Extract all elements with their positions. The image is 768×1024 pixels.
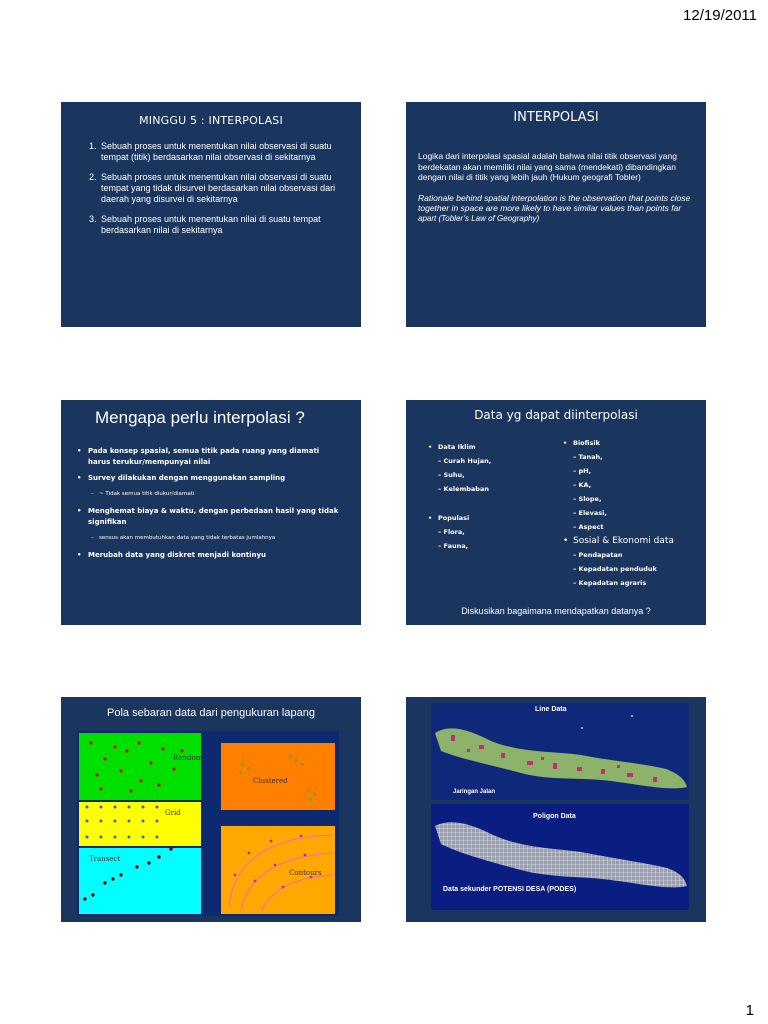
transect-label: Transect [89, 855, 121, 863]
small-islands [581, 715, 633, 729]
list-item: – KA, [563, 478, 674, 492]
list-item: – Elevasi, [563, 506, 674, 520]
contours-label: Contours [289, 869, 322, 877]
sampling-patterns-figure [61, 697, 361, 922]
list-item: • Pada konsep spasial, semua titik pada ruang yang diamati harus terukur/mempunyai nilai [77, 447, 320, 466]
page-number: 1 [745, 1002, 754, 1019]
list-subitem: – ~ Tidak semua titik diukur/diamati [91, 491, 195, 497]
paragraph-tobler: apart (Tobler’s Law of Geography) [418, 213, 540, 223]
list-item: – Pendapatan [563, 548, 674, 562]
polygon-data-map [431, 804, 689, 910]
slide-title: Mengapa perlu interpolasi ? [95, 408, 305, 427]
paragraph-english: Rationale behind spatial interpolation is the observation that points close together in space are more likely to have similar values than points far [418, 192, 691, 213]
slide-pola-sebaran [61, 697, 361, 922]
list-item: – Curah Hujan, [428, 454, 491, 468]
jaringan-jalan-label: Jaringan Jalan [453, 789, 496, 795]
random-label: Random [173, 754, 203, 762]
slide-interpolasi [406, 102, 706, 327]
list-item: – Flora, [428, 525, 469, 539]
slide-title: MINGGU 5 : INTERPOLASI [139, 114, 283, 127]
list-item: – Suhu, [428, 468, 491, 482]
definition-list [61, 127, 361, 236]
column-populasi: • Populasi – Flora, – Fauna, [428, 511, 469, 553]
list-item: 1. Sebuah proses untuk menentukan nilai observasi di suatu tempat (titik) berdasarkan nilai observasi di sekitarnya [89, 141, 332, 162]
line-data-label: Line Data [535, 706, 567, 713]
list-item: – Fauna, [428, 539, 469, 553]
slide-mengapa-interpolasi [61, 400, 361, 625]
slide-title: INTERPOLASI [513, 110, 599, 125]
list-item: – Aspect [563, 520, 674, 534]
clustered-label: Clustered [253, 777, 288, 785]
slide-data-interpolasi [406, 400, 706, 625]
list-item: • Merubah data yang diskret menjadi kontinyu [77, 551, 267, 559]
slide-map-data [406, 697, 706, 922]
list-item: 2. Sebuah proses untuk menentukan nilai observasi di suatu tempat yang tidak disurvei berdasarkan nilai observasi dari daerah yang disurvei di sekitarnya [89, 172, 336, 204]
slide-title: Data yg dapat diinterpolasi [474, 408, 638, 422]
reason-list [61, 428, 361, 561]
poligon-data-label: Poligon Data [533, 813, 576, 820]
page-date: 12/19/2011 [683, 7, 757, 24]
list-item: • Menghemat biaya & waktu, dengan perbedaan hasil yang tidak signifikan [77, 507, 339, 526]
java-road-network-map [431, 703, 689, 800]
list-item: – Kelembaban [428, 482, 491, 496]
java-island-landmass [435, 728, 687, 788]
list-item: – Kepadatan agraris [563, 576, 674, 590]
list-item: 3. Sebuah proses untuk menentukan nilai di suatu tempat berdasarkan nilai di sekitarnya [89, 214, 321, 235]
grid-label: Grid [165, 809, 181, 817]
list-item: – Slope, [563, 492, 674, 506]
discussion-prompt: Diskusikan bagaimana mendapatkan datanya ? [461, 606, 651, 616]
paragraph-indonesian: Logika dari interpolasi spasial adalah bahwa nilai titik observasi yang berdekatan akan memiliki nilai yang sama (mendekati) dibandingkan dengan nilai di titik yang lebih jauh (Hukum geografi Tobler) [418, 151, 677, 182]
slide-title: Pola sebaran data dari pengukuran lapang [107, 707, 315, 719]
list-item: – Kepadatan penduduk [563, 562, 674, 576]
line-data-map [431, 703, 689, 800]
grid-panel [79, 802, 201, 846]
slide-minggu-5 [61, 102, 361, 327]
list-item: • Survey dilakukan dengan menggunakan sampling [77, 474, 286, 482]
list-item: – Tanah, [563, 450, 674, 464]
list-item: – pH, [563, 464, 674, 478]
column-iklim: • Data Iklim – Curah Hujan, – Suhu, – Kelembaban [428, 440, 491, 496]
village-polygons [435, 822, 687, 887]
list-subitem: – sensus akan membutuhkan data yang tidak terbatas jumlahnya [91, 535, 276, 541]
podes-label: Data sekunder POTENSI DESA (PODES) [443, 886, 577, 893]
column-biofisik: • Biofisik – Tanah, – pH, – KA, – Slope, – Elevasi, – Aspect • Sosial & Ekonomi data – Pendapatan – Kepadatan penduduk – Kepadatan agraris [563, 436, 674, 590]
